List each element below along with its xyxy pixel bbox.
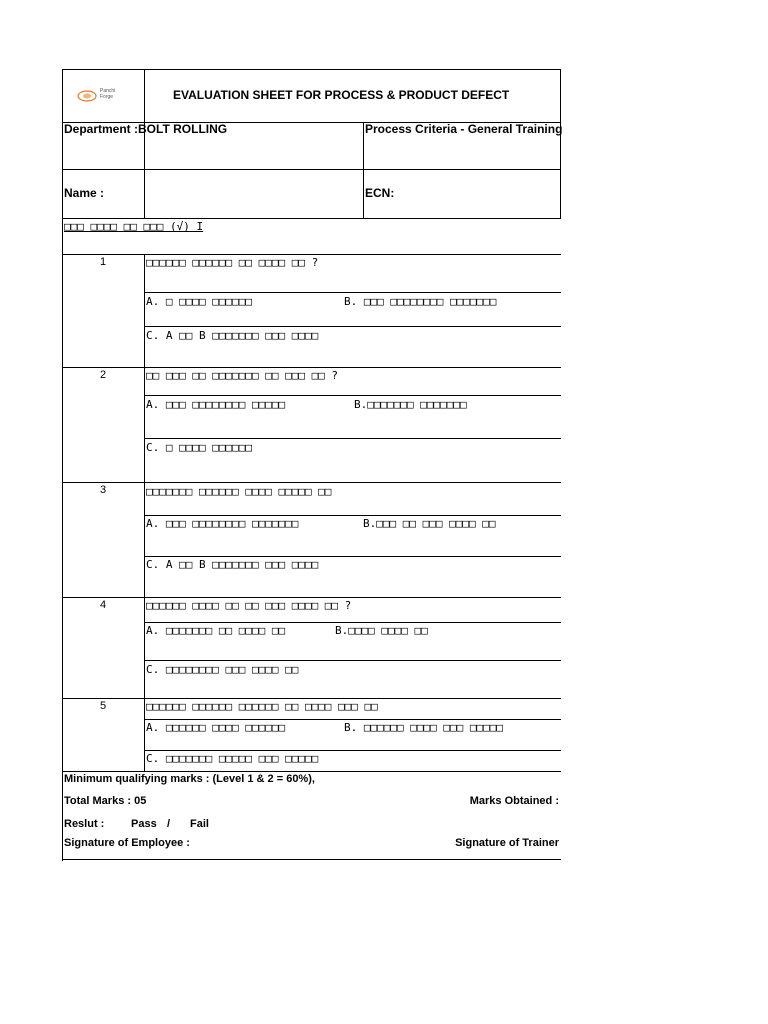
result-label: Reslut : (64, 818, 105, 830)
row-line (62, 169, 561, 170)
result-pass[interactable]: Pass (131, 818, 157, 830)
row-line (144, 622, 561, 623)
minimum-qualifying-marks: Minimum qualifying marks : (Level 1 & 2 = 60%), (64, 773, 315, 785)
question-text: □□□□□□ □□□□ □□ □□ □□□ □□□□ □□ ? (146, 599, 352, 612)
total-marks: Total Marks : 05 (64, 795, 147, 807)
evaluation-sheet (62, 69, 561, 861)
row-line (144, 395, 561, 396)
option-b[interactable]: B.□□□□□□□ □□□□□□□ (354, 398, 467, 411)
question-text: □□□□□□ □□□□□□ □□ □□□□ □□ ? (146, 256, 319, 269)
option-b[interactable]: B.□□□ □□ □□□ □□□□ □□ (363, 517, 496, 530)
row-line (144, 326, 561, 327)
department-label: Department :BOLT ROLLING (64, 122, 228, 136)
result-separator: / (167, 818, 171, 830)
logo-line-1: Panchi (100, 88, 116, 94)
question-text: □□□□□□□ □□□□□□ □□□□ □□□□□ □□ (146, 485, 332, 498)
result-fail[interactable]: Fail (190, 818, 209, 830)
option-c[interactable]: C. □ □□□□ □□□□□□ (146, 441, 252, 454)
question-number: 3 (99, 484, 107, 496)
row-line (144, 515, 561, 516)
option-a[interactable]: A. □□□□□□□ □□ □□□□ □□ (146, 624, 286, 637)
row-line (62, 218, 561, 219)
company-logo-text (100, 88, 115, 100)
option-c[interactable]: C. □□□□□□□ □□□□□ □□□ □□□□□ (146, 752, 319, 765)
question-number: 4 (99, 599, 107, 611)
question-text: □□ □□□ □□ □□□□□□□ □□ □□□ □□ ? (146, 369, 339, 382)
row-line (144, 719, 561, 720)
number-column-border (144, 254, 145, 772)
sheet-title: EVALUATION SHEET FOR PROCESS & PRODUCT DEFECT (173, 88, 510, 102)
employee-signature-label: Signature of Employee : (64, 837, 190, 849)
process-criteria-label: Process Criteria - General Training (365, 122, 563, 136)
ecn-label: ECN: (365, 186, 395, 200)
option-a[interactable]: A. □□□ □□□□□□□□ □□□□□□□ (146, 517, 299, 530)
question-number: 5 (99, 700, 107, 712)
option-b[interactable]: B.□□□□ □□□□ □□ (335, 624, 428, 637)
option-a[interactable]: A. □□□ □□□□□□□□ □□□□□ (146, 398, 286, 411)
option-c[interactable]: C. A □□ B □□□□□□□ □□□ □□□□ (146, 329, 319, 342)
info-column-border (363, 122, 364, 219)
row-line (144, 556, 561, 557)
option-c[interactable]: C. □□□□□□□□ □□□ □□□□ □□ (146, 663, 299, 676)
option-b[interactable]: B. □□□□□□ □□□□ □□□ □□□□□ (344, 721, 503, 734)
logo-line-2: Forge (100, 94, 114, 100)
company-logo-icon (76, 89, 98, 103)
sheet-left-border (62, 69, 63, 861)
row-line (144, 750, 561, 751)
trainer-signature-label: Signature of Trainer (455, 837, 559, 849)
option-a[interactable]: A. □ □□□□ □□□□□□ (146, 295, 252, 308)
row-line (62, 69, 561, 70)
question-text: □□□□□□ □□□□□□ □□□□□□ □□ □□□□ □□□ □□ (146, 700, 378, 713)
option-c[interactable]: C. A □□ B □□□□□□□ □□□ □□□□ (146, 558, 319, 571)
name-label: Name : (64, 186, 105, 200)
row-line (144, 660, 561, 661)
row-line (144, 438, 561, 439)
option-a[interactable]: A. □□□□□□ □□□□ □□□□□□ (146, 721, 286, 734)
marks-obtained-label: Marks Obtained : (469, 795, 559, 807)
row-line (62, 859, 561, 860)
instruction-text: □□□ □□□□ □□ □□□ (√) I (64, 220, 204, 233)
option-b[interactable]: B. □□□ □□□□□□□□ □□□□□□□ (344, 295, 497, 308)
question-number: 1 (99, 256, 107, 268)
number-column-border (144, 69, 145, 219)
row-line (144, 292, 561, 293)
question-number: 2 (99, 369, 107, 381)
sheet-right-border (560, 69, 561, 219)
